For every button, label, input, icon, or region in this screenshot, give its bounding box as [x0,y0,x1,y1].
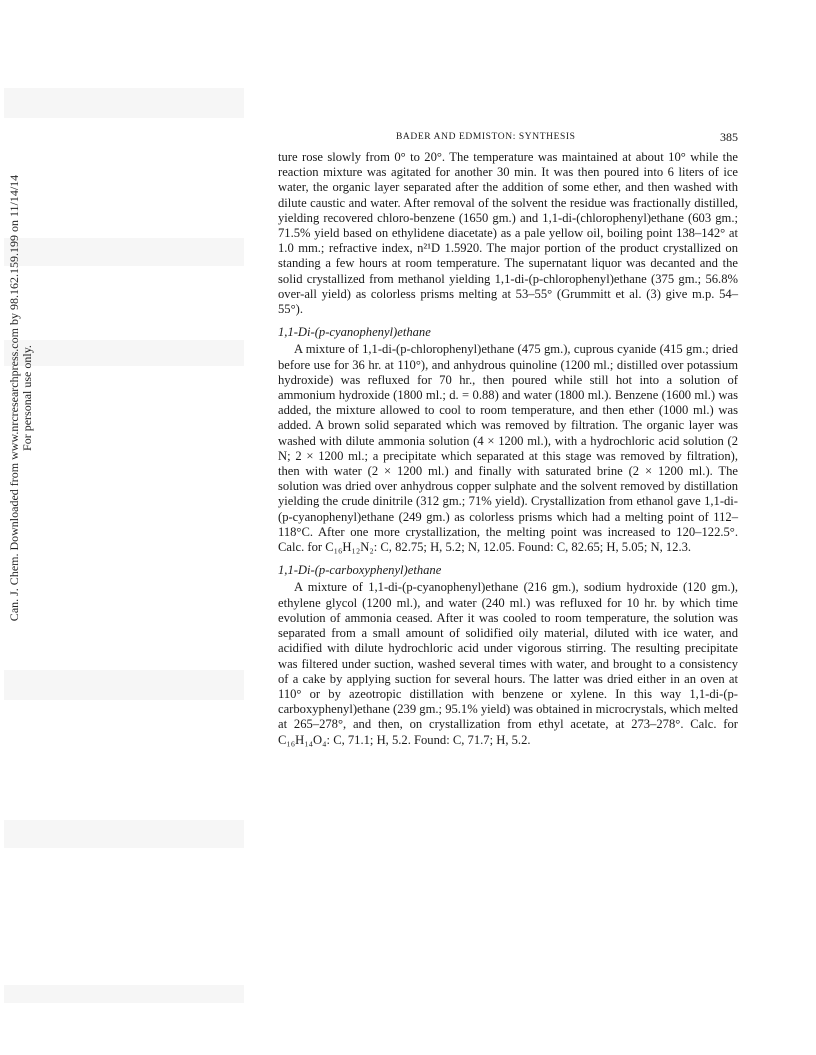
page-number: 385 [720,130,738,144]
running-title: BADER AND EDMISTON: SYNTHESIS [396,132,576,142]
scan-bleed-through [4,88,244,118]
download-notice [8,158,48,638]
section-heading-dicyanophenyl: 1,1-Di-(p-cyanophenyl)ethane [278,325,431,340]
personal-use-notice: For personal use only. [20,345,34,451]
paragraph-dicyanophenyl: A mixture of 1,1-di-(p-chlorophenyl)ethane (475 gm.), cuprous cyanide (415 gm.; dried before use for 36 hr. at 110°), and anhydrous quinoline (1200 ml.; distilled over potassium hydroxide) was refluxed for 70 hr., then poured while still hot into a solution of ammonium hydroxide (1800 ml.; d. = 0.88) and water (1800 ml.). Benzene (1600 ml.) was added, the mixture allowed to cool to room temperature, and then ether (1000 ml.) was added. A brown solid separated which was removed by filtration. The organic layer was washed with dilute ammonia solution (4 × 1200 ml.), with a hydrochloric acid solution (2 N; 2 × 1200 ml.; a precipitate which separated at this stage was removed by filtration), then with water (2 × 1200 ml.) and finally with saturated brine (2 × 1200 ml.). The solution was dried over anhydrous copper sulphate and the solvent removed by distillation yielding the crude dinitrile (312 gm.; 71% yield). Crystallization from ethanol gave 1,1-di-(p-cyanophenyl)ethane (249 gm.) as colorless prisms which had a melting point of 112–118°C. After one more crystallization, the melting point was increased to 120–122.5°. Calc. for C₁₆H₁₂N₂: C, 82.75; H, 5.2; N, 12.05. Found: C, 82.65; H, 5.05; N, 12.3. [278,342,738,555]
paragraph-dicarboxyphenyl: A mixture of 1,1-di-(p-cyanophenyl)ethane (216 gm.), sodium hydroxide (120 gm.), ethylene glycol (1200 ml.), and water (240 ml.) was refluxed for 10 hr. by which time evolution of ammonia ceased. After it was cooled to room temperature, the solution was separated from a small amount of solidified oily material, diluted with ice water, and acidified with dilute hydrochloric acid under vigorous stirring. The resulting precipitate was filtered under suction, washed several times with water, and brought to a consistency of a cake by applying suction for several hours. The latter was dried either in an oven at 110° or by azeotropic distillation with benzene or xylene. In this way 1,1-di-(p-carboxyphenyl)ethane (239 gm.; 95.1% yield) was obtained in microcrystals, which melted at 265–278°, and then, on crystallization from ethyl acetate, at 273–278°. Calc. for C₁₆H₁₄O₄: C, 71.1; H, 5.2. Found: C, 71.7; H, 5.2. [278,580,738,747]
paragraph-continuation: ture rose slowly from 0° to 20°. The temperature was maintained at about 10° while the reaction mixture was agitated for another 30 min. It was then poured into 6 liters of ice water, the organic layer separated after the addition of some ether, and then washed with dilute caustic and water. After removal of the solvent the residue was fractionally distilled, yielding recovered chloro-benzene (1650 gm.) and 1,1-di-(chlorophenyl)ethane (603 gm.; 71.5% yield based on ethylidene diacetate) as a pale yellow oil, boiling point 138–142° at 1.0 mm.; refractive index, n²¹D 1.5920. The major portion of the product crystallized on standing a few hours at room temperature. The supernatant liquor was decanted and the solid crystallized from methanol yielding 1,1-di-(p-chlorophenyl)ethane (375 gm.; 56.8% over-all yield) as colorless prisms melting at 53–55° (Grummitt et al. (3) give m.p. 54–55°). [278,150,738,317]
scan-bleed-through [4,670,244,700]
scan-bleed-through [4,820,244,848]
scan-bleed-through [4,985,244,1003]
article-body [278,150,738,748]
download-notice-line: Can. J. Chem. Downloaded from www.nrcresearchpress.com by 98.162.159.199 on 11/14/14 [7,174,21,622]
section-heading-dicarboxyphenyl: 1,1-Di-(p-carboxyphenyl)ethane [278,563,442,578]
